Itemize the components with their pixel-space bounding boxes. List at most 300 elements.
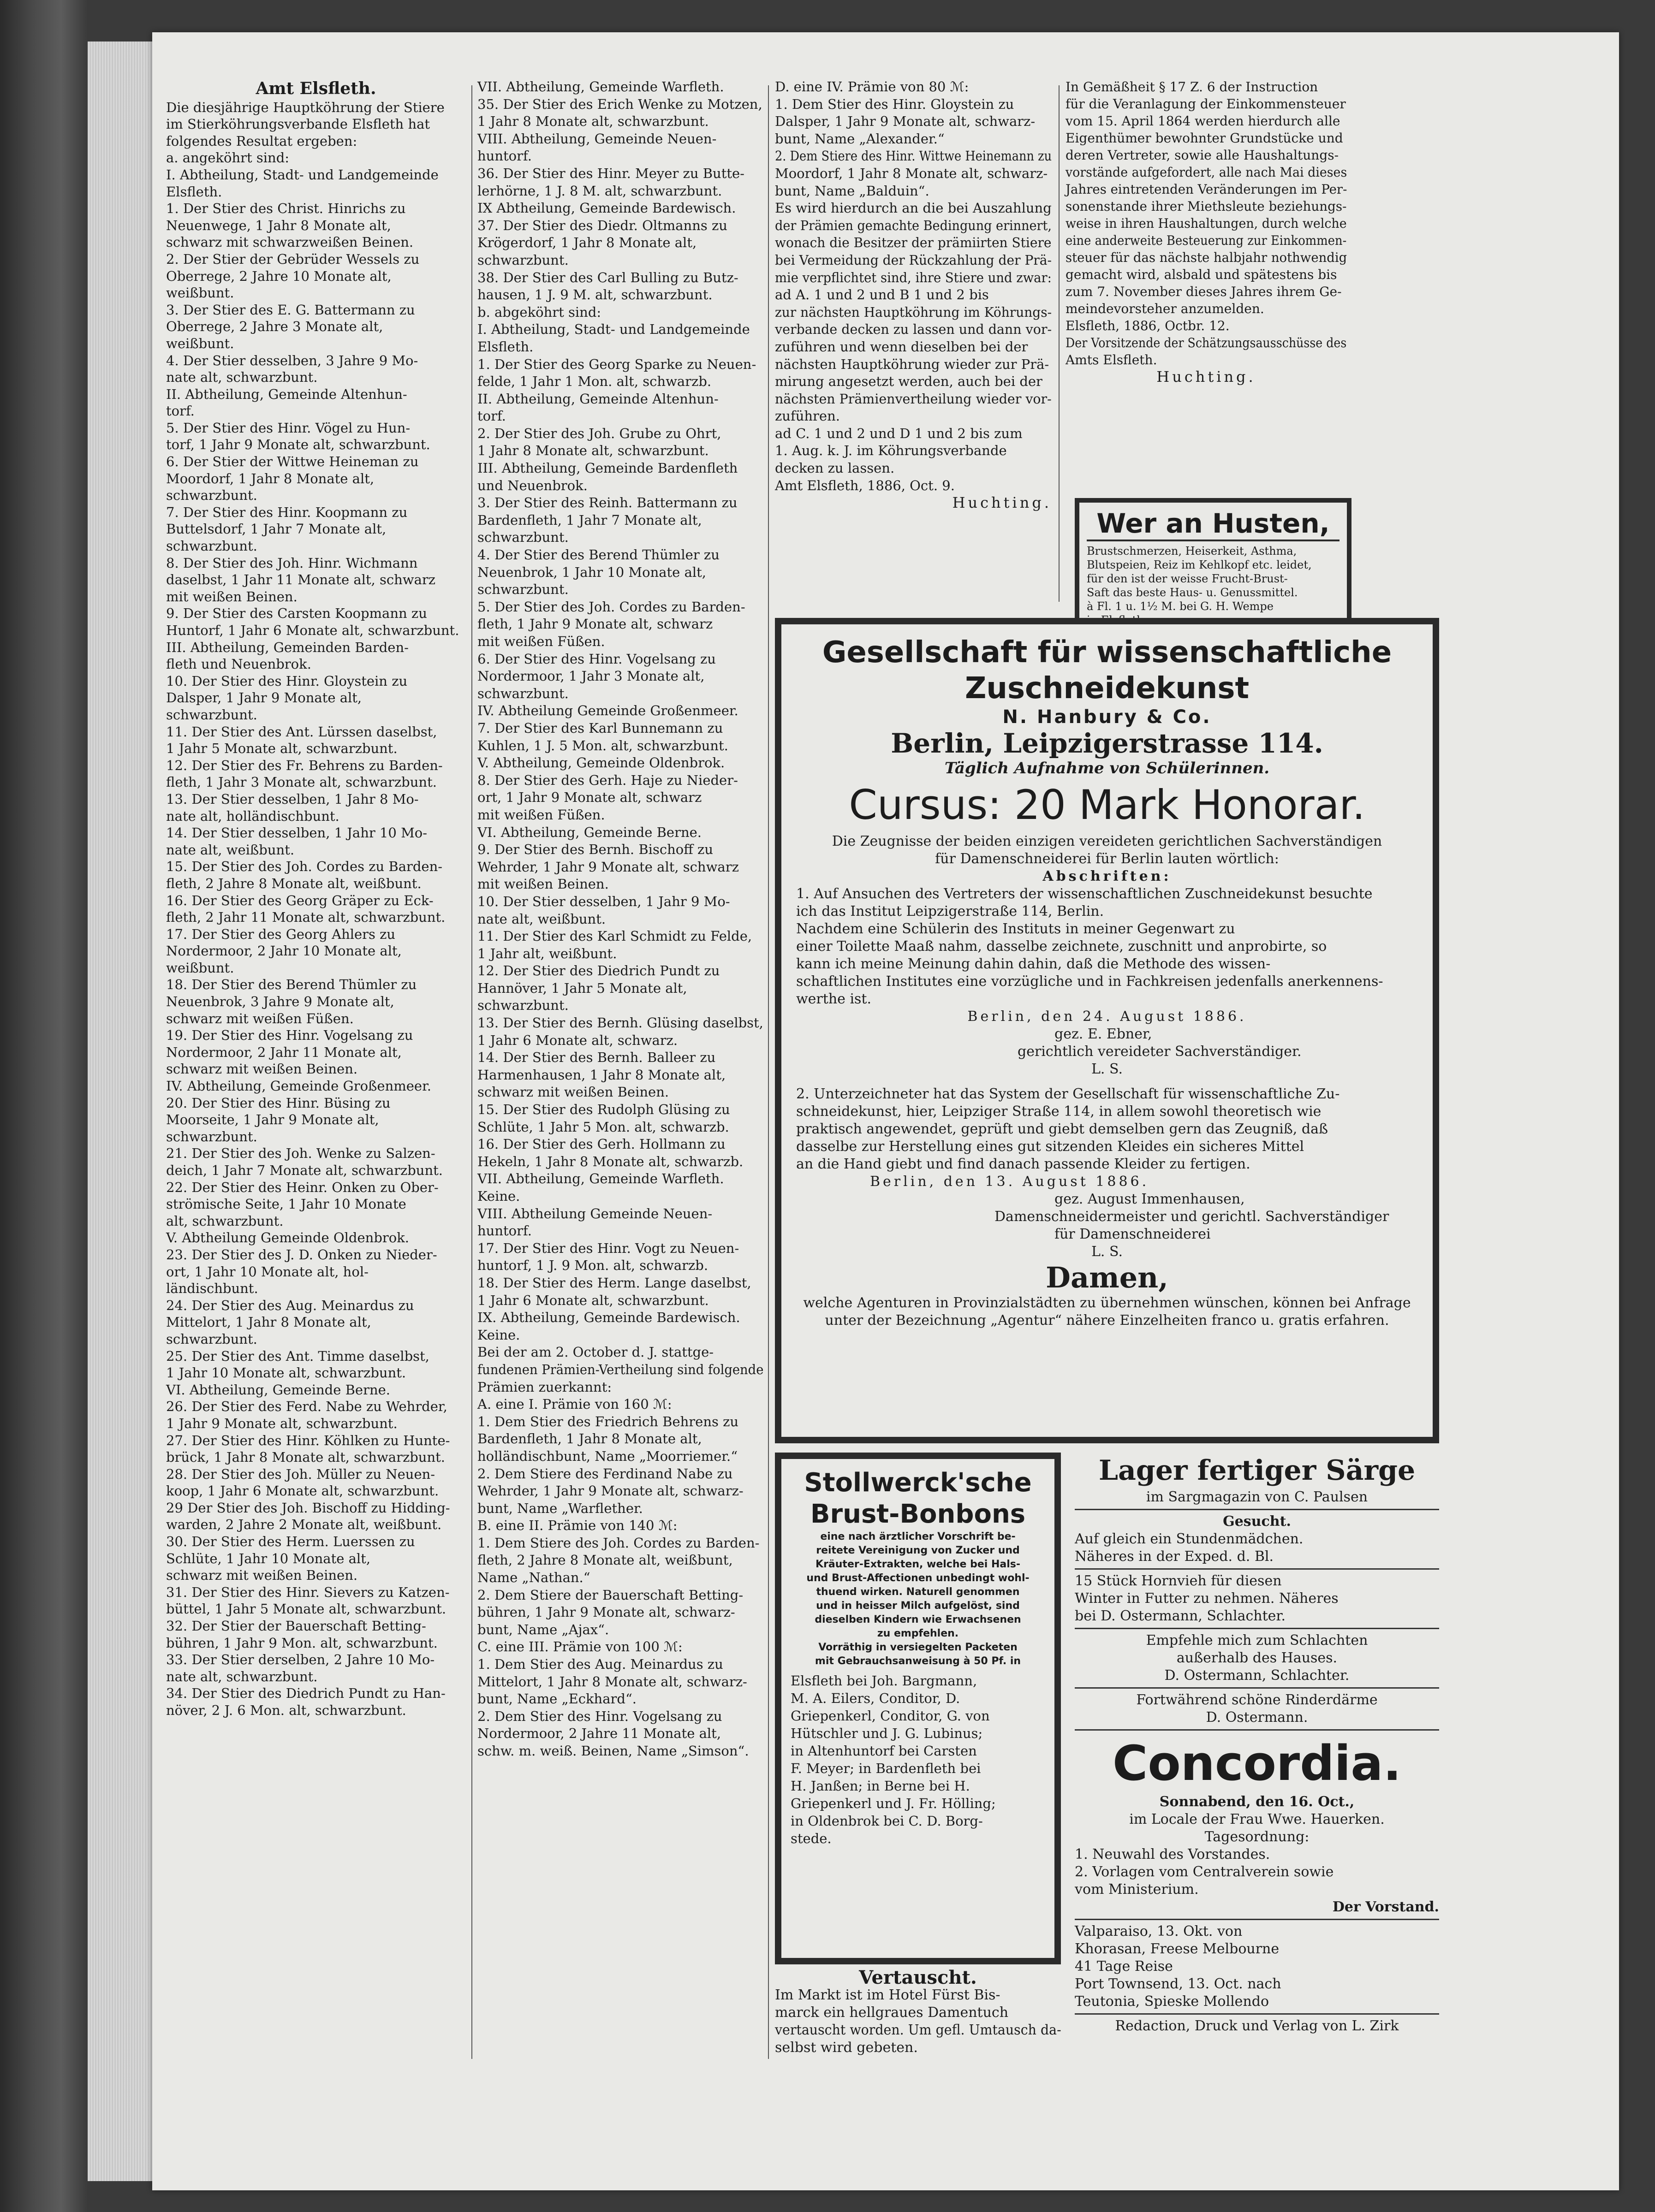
column-1 bbox=[166, 78, 466, 1719]
text-line: Schlüte, 1 Jahr 5 Mon. alt, schwarzb. bbox=[477, 1119, 729, 1135]
text-line: kann ich meine Meinung dahin dahin, daß die Methode des wissen- bbox=[796, 956, 1271, 972]
text-line: 1 Jahr alt, weißbunt. bbox=[477, 945, 617, 961]
text-line: hausen, 1 J. 9 M. alt, schwarzbunt. bbox=[477, 287, 713, 303]
text-line: 2. Der Stier des Joh. Grube zu Ohrt, bbox=[477, 425, 721, 441]
text-line: Bardenfleth, 1 Jahr 8 Monate alt, bbox=[477, 1431, 702, 1447]
text-line: Khorasan, Freese Melbourne bbox=[1075, 1941, 1280, 1957]
text-line: Harmenhausen, 1 Jahr 8 Monate alt, bbox=[477, 1067, 726, 1083]
text-line: 5. Der Stier des Joh. Cordes zu Barden- bbox=[477, 599, 745, 615]
text-line: 1. Aug. k. J. im Köhrungsverbande bbox=[775, 443, 1007, 459]
text-line: 32. Der Stier der Bauerschaft Betting- bbox=[166, 1618, 426, 1634]
text-line: Neuenbrok, 1 Jahr 10 Monate alt, bbox=[477, 564, 707, 580]
text-line: Schlüte, 1 Jahr 10 Monate alt, bbox=[166, 1550, 371, 1566]
text-line: In Gemäßheit § 17 Z. 6 der Instruction bbox=[1066, 79, 1318, 95]
ad-husten-headline: Wer an Husten, bbox=[1087, 507, 1339, 541]
text-line: bunt, Name „Balduin“. bbox=[775, 183, 929, 199]
text-line: thuend wirken. Naturell genommen bbox=[816, 1586, 1020, 1598]
text-line: schwarzbunt. bbox=[477, 252, 569, 268]
text-line: 1. Der Stier des Christ. Hinrichs zu bbox=[166, 201, 406, 217]
ad-stollwerck-description bbox=[791, 1530, 1045, 1668]
text-line: mit weißen Beinen. bbox=[477, 876, 609, 892]
text-line: 2. Der Stier der Gebrüder Wessels zu bbox=[166, 251, 420, 267]
text-line: warden, 2 Jahre 2 Monate alt, weißbunt. bbox=[166, 1517, 442, 1533]
text-line: holländischbunt, Name „Moorriemer.“ bbox=[477, 1448, 738, 1464]
text-line: 2. Dem Stiere des Ferdinand Nabe zu bbox=[477, 1465, 733, 1482]
text-line: D. eine IV. Prämie von 80 ℳ: bbox=[775, 79, 969, 95]
text-line: VI. Abtheilung, Gemeinde Berne. bbox=[166, 1382, 391, 1398]
text-line: Huntorf, 1 Jahr 6 Monate alt, schwarzbunt. bbox=[166, 623, 459, 638]
shipping-news bbox=[1075, 1923, 1439, 2010]
text-line: im Stierköhrungsverbande Elsfleth hat bbox=[166, 116, 430, 132]
ad-zuschneidekunst bbox=[775, 618, 1439, 1443]
text-line: nate alt, weißbunt. bbox=[166, 842, 295, 858]
text-line: schwarzbunt. bbox=[477, 685, 569, 701]
ad-signature-2-title: Damenschneidermeister und gerichtl. Sachverständiger bbox=[994, 1209, 1389, 1225]
concordia-tagesordnung: Tagesordnung: bbox=[1204, 1829, 1310, 1845]
text-line: 3. Der Stier des Reinh. Battermann zu bbox=[477, 495, 738, 511]
text-line: Blutspeien, Reiz im Kehlkopf etc. leidet, bbox=[1087, 558, 1312, 571]
text-line: B. eine II. Prämie von 140 ℳ: bbox=[477, 1518, 678, 1534]
text-line: 38. Der Stier des Carl Bulling zu Butz- bbox=[477, 269, 738, 285]
text-line: meindevorsteher anzumelden. bbox=[1066, 301, 1264, 316]
text-line: 17. Der Stier des Hinr. Vogt zu Neuen- bbox=[477, 1240, 739, 1256]
hornvieh-notice bbox=[1075, 1572, 1439, 1625]
text-line: IX. Abtheilung, Gemeinde Bardewisch. bbox=[477, 1310, 740, 1326]
right-lower-column bbox=[1075, 1453, 1439, 2035]
text-line: 30. Der Stier des Herm. Luerssen zu bbox=[166, 1534, 415, 1550]
text-line: vorstände aufgefordert, alle nach Mai dieses bbox=[1066, 165, 1347, 180]
text-line: deich, 1 Jahr 7 Monate alt, schwarzbunt. bbox=[166, 1162, 443, 1178]
text-line: Griepenkerl, Conditor, G. von bbox=[791, 1708, 990, 1724]
text-line: zur nächsten Hauptköhrung im Köhrungs- bbox=[775, 304, 1052, 320]
text-line: Nordermoor, 2 Jahr 10 Monate alt, bbox=[166, 943, 402, 959]
text-line: Prämien zuerkannt: bbox=[477, 1379, 612, 1395]
text-line: 2. Dem Stier des Hinr. Vogelsang zu bbox=[477, 1708, 722, 1724]
divider bbox=[1075, 1729, 1439, 1731]
text-line: II. Abtheilung, Gemeinde Altenhun- bbox=[477, 391, 719, 407]
ad-firm: N. Hanbury & Co. bbox=[1002, 706, 1212, 728]
text-line: 23. Der Stier des J. D. Onken zu Nieder- bbox=[166, 1246, 437, 1263]
text-line: 6. Der Stier des Hinr. Vogelsang zu bbox=[477, 651, 716, 667]
text-line: bei D. Ostermann, Schlachter. bbox=[1075, 1608, 1286, 1624]
text-line: Moorseite, 1 Jahr 9 Monate alt, bbox=[166, 1112, 379, 1128]
text-line: in Oldenbrok bei C. D. Borg- bbox=[791, 1813, 983, 1829]
text-line: gemacht wird, alsbald und spätestens bis bbox=[1066, 267, 1337, 282]
text-line: bühren, 1 Jahr 9 Mon. alt, schwarzbunt. bbox=[166, 1635, 438, 1651]
text-line: 1. Dem Stier des Hinr. Gloystein zu bbox=[775, 96, 1014, 112]
text-line: folgendes Resultat ergeben: bbox=[166, 133, 357, 149]
text-line: Wehrder, 1 Jahr 9 Monate alt, schwarz bbox=[477, 859, 739, 875]
text-line: Amt Elsfleth, 1886, Oct. 9. bbox=[775, 477, 955, 493]
text-line: Auf gleich ein Stundenmädchen. bbox=[1075, 1531, 1304, 1547]
divider bbox=[1075, 1919, 1439, 1920]
text-line: 29 Der Stier des Joh. Bischoff zu Hidding- bbox=[166, 1500, 450, 1516]
concordia-vorstand: Der Vorstand. bbox=[1332, 1899, 1439, 1915]
text-line: 26. Der Stier des Ferd. Nabe zu Wehrder, bbox=[166, 1399, 447, 1415]
text-line: Elsfleth bei Joh. Bargmann, bbox=[791, 1673, 977, 1689]
text-line: fleth, 1 Jahr 9 Monate alt, schwarz bbox=[477, 616, 713, 632]
text-line: Nordermoor, 1 Jahr 3 Monate alt, bbox=[477, 668, 705, 684]
text-line: werthe ist. bbox=[796, 991, 872, 1007]
divider bbox=[1075, 1509, 1439, 1510]
book-spine bbox=[0, 0, 88, 2212]
text-line: schwarz mit weißen Beinen. bbox=[166, 1061, 358, 1077]
text-line: 4. Der Stier des Berend Thümler zu bbox=[477, 547, 720, 563]
concordia-date: Sonnabend, den 16. Oct., bbox=[1159, 1794, 1355, 1810]
text-line: 1. Auf Ansuchen des Vertreters der wissenschaftlichen Zuschneidekunst besuchte bbox=[796, 886, 1373, 902]
text-line: weise in ihren Haushaltungen, durch welche bbox=[1066, 216, 1347, 231]
text-line: Elsfleth. bbox=[166, 184, 222, 200]
text-line: 1. Dem Stier des Friedrich Behrens zu bbox=[477, 1413, 739, 1429]
text-line: lerhörne, 1 J. 8 M. alt, schwarzbunt. bbox=[477, 183, 722, 199]
text-line: Keine. bbox=[477, 1327, 520, 1343]
col3-signature: Huchting. bbox=[952, 494, 1052, 512]
text-line: Neuenwege, 1 Jahr 8 Monate alt, bbox=[166, 217, 391, 233]
text-line: für Damenschneiderei für Berlin lauten wörtlich: bbox=[935, 851, 1279, 867]
text-line: VII. Abtheilung, Gemeinde Warfleth. bbox=[477, 1171, 724, 1187]
text-line: 13. Der Stier des Bernh. Glüsing daselbst, bbox=[477, 1015, 763, 1031]
text-line: 7. Der Stier des Karl Bunnemann zu bbox=[477, 720, 723, 736]
text-line: zu empfehlen. bbox=[877, 1628, 959, 1639]
text-line: koop, 1 Jahr 6 Monate alt, schwarzbunt. bbox=[166, 1483, 439, 1499]
text-line: ort, 1 Jahr 10 Monate alt, hol- bbox=[166, 1263, 369, 1280]
text-line: strömische Seite, 1 Jahr 10 Monate bbox=[166, 1196, 406, 1212]
text-line: 1 Jahr 5 Monate alt, schwarzbunt. bbox=[166, 741, 398, 757]
text-line: einer Toilette Maaß nahm, dasselbe zeichnete, zuschnitt und anprobirte, so bbox=[796, 938, 1327, 955]
text-line: fundenen Prämien-Vertheilung sind folgende bbox=[477, 1361, 764, 1377]
text-line: növer, 2 J. 6 Mon. alt, schwarzbunt. bbox=[166, 1702, 406, 1718]
text-line: 14. Der Stier des Bernh. Balleer zu bbox=[477, 1050, 716, 1066]
text-line: a. angeköhrt sind: bbox=[166, 150, 290, 166]
text-line: huntorf. bbox=[477, 1223, 532, 1239]
text-line: 2. Dem Stiere des Hinr. Wittwe Heinemann zu bbox=[775, 148, 1052, 164]
gesucht-text bbox=[1075, 1530, 1439, 1566]
gesucht-headline: Gesucht. bbox=[1223, 1513, 1291, 1530]
text-line: 1 Jahr 6 Monate alt, schwarzbunt. bbox=[477, 1292, 709, 1308]
divider bbox=[1075, 1687, 1439, 1689]
text-line: weißbunt. bbox=[166, 285, 234, 301]
text-line: sonenstande ihrer Miethsleute beziehungs- bbox=[1066, 199, 1347, 214]
text-line: nate alt, holländischbunt. bbox=[166, 808, 339, 824]
text-line: Winter in Futter zu nehmen. Näheres bbox=[1075, 1590, 1339, 1607]
text-line: 36. Der Stier des Hinr. Meyer zu Butte- bbox=[477, 165, 744, 181]
ad-daily: Täglich Aufnahme von Schülerinnen. bbox=[944, 759, 1270, 777]
text-line: weißbunt. bbox=[166, 335, 234, 351]
text-line: 22. Der Stier des Heinr. Onken zu Ober- bbox=[166, 1179, 439, 1195]
text-line: nate alt, schwarzbunt. bbox=[166, 1668, 318, 1684]
ad-cursus: Cursus: 20 Mark Honorar. bbox=[849, 781, 1365, 829]
text-line: Brustschmerzen, Heiserkeit, Asthma, bbox=[1087, 545, 1297, 557]
text-line: Krögerdorf, 1 Jahr 8 Monate alt, bbox=[477, 235, 697, 251]
text-line: Mittelort, 1 Jahr 8 Monate alt, schwarz- bbox=[477, 1673, 747, 1690]
text-line: I. Abtheilung, Stadt- und Landgemeinde bbox=[166, 166, 439, 183]
ad-date-2: Berlin, den 13. August 1886. bbox=[870, 1174, 1149, 1190]
text-line: à Fl. 1 u. 1½ M. bei G. H. Wempe bbox=[1087, 600, 1274, 613]
text-line: nächsten Prämienvertheilung wieder vor- bbox=[775, 391, 1052, 407]
concordia-agenda bbox=[1075, 1846, 1439, 1898]
text-line: VII. Abtheilung, Gemeinde Warfleth. bbox=[477, 79, 724, 95]
text-line: Hannöver, 1 Jahr 5 Monate alt, bbox=[477, 980, 687, 996]
text-line: vom 15. April 1864 werden hierdurch alle bbox=[1066, 113, 1340, 129]
text-line: 11. Der Stier des Ant. Lürssen daselbst, bbox=[166, 723, 437, 740]
ad-date-1: Berlin, den 24. August 1886. bbox=[967, 1008, 1247, 1025]
ad-signature-1-title: gerichtlich vereideter Sachverständiger. bbox=[1018, 1044, 1302, 1060]
text-line: 15 Stück Hornvieh für diesen bbox=[1075, 1573, 1282, 1589]
column-2 bbox=[477, 78, 763, 1760]
text-line: Hekeln, 1 Jahr 8 Monate alt, schwarzb. bbox=[477, 1153, 744, 1169]
text-line: 4. Der Stier desselben, 3 Jahre 9 Mo- bbox=[166, 352, 418, 368]
text-line: ich das Institut Leipzigerstraße 114, Berlin. bbox=[796, 903, 1104, 919]
text-line: und Brust-Affectionen unbedingt wohl- bbox=[806, 1572, 1030, 1584]
text-line: Port Townsend, 13. Oct. nach bbox=[1075, 1976, 1281, 1992]
text-line: schneidekunst, hier, Leipziger Straße 114, in allem sowohl theoretisch wie bbox=[796, 1103, 1322, 1120]
text-line: 1 Jahr 10 Monate alt, schwarzbunt. bbox=[166, 1365, 406, 1381]
ad-title-line2: Zuschneidekunst bbox=[964, 671, 1250, 706]
text-line: nate alt, weißbunt. bbox=[477, 911, 606, 927]
text-line: Empfehle mich zum Schlachten bbox=[1146, 1632, 1368, 1649]
text-line: Bei der am 2. October d. J. stattge- bbox=[477, 1344, 714, 1360]
text-line: Näheres in der Exped. d. Bl. bbox=[1075, 1548, 1274, 1565]
ad-signature-2: gez. August Immenhausen, bbox=[1054, 1191, 1245, 1207]
text-line: II. Abtheilung, Gemeinde Altenhun- bbox=[166, 386, 407, 402]
text-line: schwarz mit schwarzweißen Beinen. bbox=[166, 234, 414, 250]
concordia-locale: im Locale der Frau Wwe. Hauerken. bbox=[1129, 1811, 1385, 1827]
text-line: außerhalb des Hauses. bbox=[1176, 1650, 1338, 1666]
text-line: VIII. Abtheilung Gemeinde Neuen- bbox=[477, 1205, 713, 1222]
text-line: Die diesjährige Hauptköhrung der Stiere bbox=[166, 99, 445, 115]
text-line: Eigenthümer bewohnter Grundstücke und bbox=[1066, 130, 1343, 146]
text-line: bühren, 1 Jahr 9 Monate alt, schwarz- bbox=[477, 1604, 735, 1620]
text-line: schwarzbunt. bbox=[166, 538, 257, 554]
ad-signature-1: gez. E. Ebner, bbox=[1054, 1026, 1152, 1042]
text-line: dieselben Kindern wie Erwachsenen bbox=[815, 1614, 1021, 1625]
text-line: Der Vorsitzende der Schätzungsausschüsse des bbox=[1066, 335, 1347, 350]
text-line: mit Gebrauchsanweisung à 50 Pf. in bbox=[815, 1655, 1021, 1667]
text-line: zuführen und wenn dieselben bei der bbox=[775, 338, 1028, 355]
text-line: bunt, Name „Ajax“. bbox=[477, 1621, 609, 1637]
ostermann-signature: D. Ostermann, Schlachter. bbox=[1164, 1667, 1350, 1684]
ad-city: Berlin, Leipzigerstrasse 114. bbox=[891, 728, 1323, 759]
text-line: Es wird hierdurch an die bei Auszahlung bbox=[775, 200, 1052, 216]
text-line: deren Vertreter, sowie alle Haushaltungs- bbox=[1066, 148, 1339, 163]
text-line: der Prämien gemachte Bedingung erinnert, bbox=[775, 217, 1052, 233]
ad-ls-1: L. S. bbox=[1091, 1061, 1123, 1077]
text-line: 34. Der Stier des Diedrich Pundt zu Han- bbox=[166, 1685, 446, 1702]
text-line: 1 Jahr 9 Monate alt, schwarzbunt. bbox=[166, 1415, 398, 1431]
text-line: vertauscht worden. Um gefl. Umtausch da- bbox=[775, 2022, 1061, 2038]
text-line: huntorf. bbox=[477, 148, 532, 164]
text-line: 12. Der Stier des Diedrich Pundt zu bbox=[477, 963, 720, 979]
ad-abschriften: Abschriften: bbox=[1042, 868, 1172, 884]
vertauscht-headline: Vertauscht. bbox=[859, 1967, 977, 1988]
text-line: praktisch angewendet, geprüft und giebt demselben gern das Zeugniß, daß bbox=[796, 1121, 1328, 1137]
text-line: zum 7. November dieses Jahres ihrem Ge- bbox=[1066, 284, 1342, 299]
text-line: selbst wird gebeten. bbox=[775, 2040, 918, 2056]
ad-testimonial-1 bbox=[796, 885, 1418, 1008]
text-line: Moordorf, 1 Jahr 8 Monate alt, bbox=[166, 470, 375, 486]
ad-stollwerck-headline-2: Brust-Bonbons bbox=[810, 1499, 1026, 1529]
text-line: torf, 1 Jahr 9 Monate alt, schwarzbunt. bbox=[166, 437, 430, 453]
text-line: wonach die Besitzer der prämiirten Stiere bbox=[775, 235, 1052, 251]
text-line: V. Abtheilung Gemeinde Oldenbrok. bbox=[166, 1230, 410, 1246]
text-line: dasselbe zur Herstellung eines gut sitzenden Kleides ein sicheres Mittel bbox=[796, 1139, 1304, 1155]
text-line: b. abgeköhrt sind: bbox=[477, 304, 601, 320]
text-line: schwarzbunt. bbox=[477, 581, 569, 598]
text-line: 1. Neuwahl des Vorstandes. bbox=[1075, 1846, 1270, 1862]
text-line: I. Abtheilung, Stadt- und Landgemeinde bbox=[477, 321, 750, 338]
text-line: C. eine III. Prämie von 100 ℳ: bbox=[477, 1639, 683, 1655]
text-line: marck ein hellgraues Damentuch bbox=[775, 2004, 1009, 2021]
col4-signature: Huchting. bbox=[1156, 368, 1256, 385]
ad-intro bbox=[796, 833, 1418, 868]
text-line: IX Abtheilung, Gemeinde Bardewisch. bbox=[477, 200, 736, 216]
text-line: huntorf, 1 J. 9 Mon. alt, schwarzb. bbox=[477, 1257, 708, 1274]
text-line: steuer für das nächste halbjahr nothwendig bbox=[1066, 250, 1347, 265]
text-line: Im Markt ist im Hotel Fürst Bis- bbox=[775, 1987, 1000, 2003]
text-line: M. A. Eilers, Conditor, D. bbox=[791, 1690, 960, 1706]
text-line: Buttelsdorf, 1 Jahr 7 Monate alt, bbox=[166, 521, 387, 537]
text-line: Neuenbrok, 3 Jahre 9 Monate alt, bbox=[166, 994, 394, 1010]
text-line: schwarzbunt. bbox=[166, 1128, 257, 1145]
text-line: 1 Jahr 8 Monate alt, schwarzbunt. bbox=[477, 443, 709, 459]
text-line: unter der Bezeichnung „Agentur“ nähere Einzelheiten franco u. gratis erfahren. bbox=[825, 1312, 1389, 1328]
text-line: 35. Der Stier des Erich Wenke zu Motzen, bbox=[477, 96, 762, 112]
text-line: 12. Der Stier des Fr. Behrens zu Barden- bbox=[166, 757, 443, 773]
text-line: 20. Der Stier des Hinr. Büsing zu bbox=[166, 1095, 391, 1111]
text-line: Teutonia, Spieske Mollendo bbox=[1075, 1993, 1269, 2010]
text-line: Dalsper, 1 Jahr 9 Monate alt, bbox=[166, 690, 362, 706]
text-line: 1. Der Stier des Georg Sparke zu Neuen- bbox=[477, 356, 756, 372]
text-line: Nordermoor, 2 Jahr 11 Monate alt, bbox=[166, 1044, 402, 1060]
text-line: welche Agenturen in Provinzialstädten zu übernehmen wünschen, können bei Anfrage bbox=[803, 1295, 1411, 1311]
text-line: 10. Der Stier desselben, 1 Jahr 9 Mo- bbox=[477, 893, 730, 909]
text-line: 17. Der Stier des Georg Ahlers zu bbox=[166, 926, 396, 942]
text-line: 18. Der Stier des Herm. Lange daselbst, bbox=[477, 1275, 751, 1291]
text-line: ländischbunt. bbox=[166, 1281, 258, 1297]
text-line: IV. Abtheilung, Gemeinde Großenmeer. bbox=[166, 1078, 431, 1094]
text-line: schwarz mit weißen Füßen. bbox=[166, 1010, 354, 1026]
text-line: 31. Der Stier des Hinr. Sievers zu Katzen- bbox=[166, 1584, 450, 1600]
divider bbox=[1075, 1568, 1439, 1570]
text-line: 15. Der Stier des Joh. Cordes zu Barden- bbox=[166, 859, 443, 875]
text-line: Kräuter-Extrakten, welche bei Hals- bbox=[816, 1559, 1020, 1570]
text-line: Oberrege, 2 Jahre 3 Monate alt, bbox=[166, 319, 383, 335]
text-line: an die Hand giebt und find danach passende Kleider zu fertigen. bbox=[796, 1156, 1250, 1172]
text-line: Elsfleth, 1886, Octbr. 12. bbox=[1066, 318, 1230, 333]
ad-husten bbox=[1075, 498, 1351, 636]
text-line: 18. Der Stier des Berend Thümler zu bbox=[166, 977, 417, 993]
text-line: mirung angesetzt werden, auch bei der bbox=[775, 374, 1042, 390]
text-line: 14. Der Stier desselben, 1 Jahr 10 Mo- bbox=[166, 825, 428, 841]
text-line: brück, 1 Jahr 8 Monate alt, schwarzbunt. bbox=[166, 1449, 446, 1465]
ad-stollwerck-headline-1: Stollwerck'sche bbox=[804, 1468, 1032, 1498]
ad-title-line1: Gesellschaft für wissenschaftliche bbox=[822, 635, 1392, 670]
text-line: 9. Der Stier des Bernh. Bischoff zu bbox=[477, 842, 713, 858]
text-line: schwarzbunt. bbox=[166, 1331, 257, 1347]
column-3 bbox=[775, 78, 1052, 512]
text-line: bunt, Name „Eckhard“. bbox=[477, 1691, 637, 1707]
text-line: 10. Der Stier des Hinr. Gloystein zu bbox=[166, 673, 408, 689]
text-line: Bardenfleth, 1 Jahr 7 Monate alt, bbox=[477, 512, 702, 528]
column-divider bbox=[1059, 85, 1060, 602]
text-line: Hütschler und J. G. Lubinus; bbox=[791, 1726, 983, 1741]
text-line: Mittelort, 1 Jahr 8 Monate alt, bbox=[166, 1314, 371, 1330]
text-line: verbande decken zu lassen und dann vor- bbox=[775, 321, 1052, 338]
text-line: Amts Elsfleth. bbox=[1066, 352, 1157, 368]
text-line: mit weißen Füßen. bbox=[477, 634, 605, 649]
text-line: fleth und Neuenbrok. bbox=[166, 656, 311, 672]
impressum: Redaction, Druck und Verlag von L. Zirk bbox=[1115, 2018, 1399, 2034]
text-line: 2. Unterzeichneter hat das System der Gesellschaft für wissenschaftliche Zu- bbox=[796, 1086, 1340, 1102]
text-line: schwarzbunt. bbox=[477, 529, 569, 546]
text-line: Griepenkerl und J. Fr. Hölling; bbox=[791, 1796, 996, 1811]
ad-stollwerck-dealers bbox=[791, 1672, 1045, 1847]
text-line: vom Ministerium. bbox=[1075, 1881, 1199, 1898]
ad-closing bbox=[796, 1294, 1418, 1329]
ad-stollwerck bbox=[775, 1453, 1061, 1964]
text-line: 5. Der Stier des Hinr. Vögel zu Hun- bbox=[166, 420, 411, 436]
text-line: 11. Der Stier des Karl Schmidt zu Felde, bbox=[477, 928, 752, 944]
text-line: felde, 1 Jahr 1 Mon. alt, schwarzb. bbox=[477, 374, 712, 390]
text-line: weißbunt. bbox=[166, 960, 234, 976]
text-line: für den ist der weisse Frucht-Brust- bbox=[1087, 572, 1288, 585]
text-line: stede. bbox=[791, 1831, 832, 1846]
rinderdaerme-notice: Fortwährend schöne Rinderdärme bbox=[1136, 1692, 1378, 1708]
text-line: schw. m. weiß. Beinen, Name „Simson“. bbox=[477, 1743, 749, 1759]
text-line: 1 Jahr 8 Monate alt, schwarzbunt. bbox=[477, 113, 709, 130]
text-line: eine anderweite Besteuerung zur Einkommen- bbox=[1066, 233, 1347, 248]
column-divider bbox=[471, 85, 472, 2059]
text-line: torf. bbox=[477, 408, 506, 424]
text-line: schwarzbunt. bbox=[477, 997, 569, 1014]
text-line: Die Zeugnisse der beiden einzigen vereideten gerichtlichen Sachverständigen bbox=[832, 833, 1382, 849]
text-line: 13. Der Stier desselben, 1 Jahr 8 Mo- bbox=[166, 791, 419, 807]
text-line: Valparaiso, 13. Okt. von bbox=[1075, 1923, 1243, 1939]
saerge-sub: im Sargmagazin von C. Paulsen bbox=[1146, 1489, 1368, 1505]
text-line: 6. Der Stier der Wittwe Heineman zu bbox=[166, 454, 419, 470]
text-line: eine nach ärztlicher Vorschrift be- bbox=[820, 1531, 1016, 1542]
text-line: 15. Der Stier des Rudolph Glüsing zu bbox=[477, 1102, 730, 1118]
text-line: 33. Der Stier derselben, 2 Jahre 10 Mo- bbox=[166, 1652, 435, 1668]
text-line: ad C. 1 und 2 und D 1 und 2 bis zum bbox=[775, 425, 1023, 441]
text-line: mit weißen Beinen. bbox=[166, 588, 298, 605]
divider bbox=[1075, 2013, 1439, 2015]
text-line: 41 Tage Reise bbox=[1075, 1958, 1173, 1975]
text-line: Dalsper, 1 Jahr 9 Monate alt, schwarz- bbox=[775, 113, 1036, 130]
text-line: H. Janßen; in Berne bei H. bbox=[791, 1778, 970, 1794]
page-edges bbox=[88, 42, 152, 2181]
text-line: Nordermoor, 2 Jahre 11 Monate alt, bbox=[477, 1726, 721, 1742]
text-line: 21. Der Stier des Joh. Wenke zu Salzen- bbox=[166, 1145, 435, 1162]
text-line: 1 Jahr 6 Monate alt, schwarz. bbox=[477, 1032, 678, 1048]
text-line: 7. Der Stier des Hinr. Koopmann zu bbox=[166, 504, 408, 520]
text-line: für die Veranlagung der Einkommensteuer bbox=[1066, 96, 1346, 112]
ostermann-signature-2: D. Ostermann. bbox=[1206, 1709, 1308, 1726]
text-line: bunt, Name „Warflether. bbox=[477, 1500, 643, 1516]
text-line: fleth, 2 Jahr 11 Monate alt, schwarzbunt. bbox=[166, 909, 446, 925]
newspaper-page bbox=[152, 32, 1619, 2190]
ad-signature-2-sub: für Damenschneiderei bbox=[1054, 1226, 1211, 1242]
text-line: 8. Der Stier des Joh. Hinr. Wichmann bbox=[166, 555, 418, 571]
text-line: Saft das beste Haus- u. Genussmittel. bbox=[1087, 586, 1298, 599]
vertauscht-text bbox=[775, 1987, 1061, 2057]
text-line: 19. Der Stier des Hinr. Vogelsang zu bbox=[166, 1027, 413, 1044]
text-line: fleth, 2 Jahre 8 Monate alt, weißbunt. bbox=[166, 875, 422, 891]
text-line: 2. Vorlagen vom Centralverein sowie bbox=[1075, 1864, 1334, 1880]
column-4 bbox=[1066, 78, 1347, 385]
ad-husten-text bbox=[1087, 544, 1339, 627]
text-line: A. eine I. Prämie von 160 ℳ: bbox=[477, 1396, 672, 1412]
